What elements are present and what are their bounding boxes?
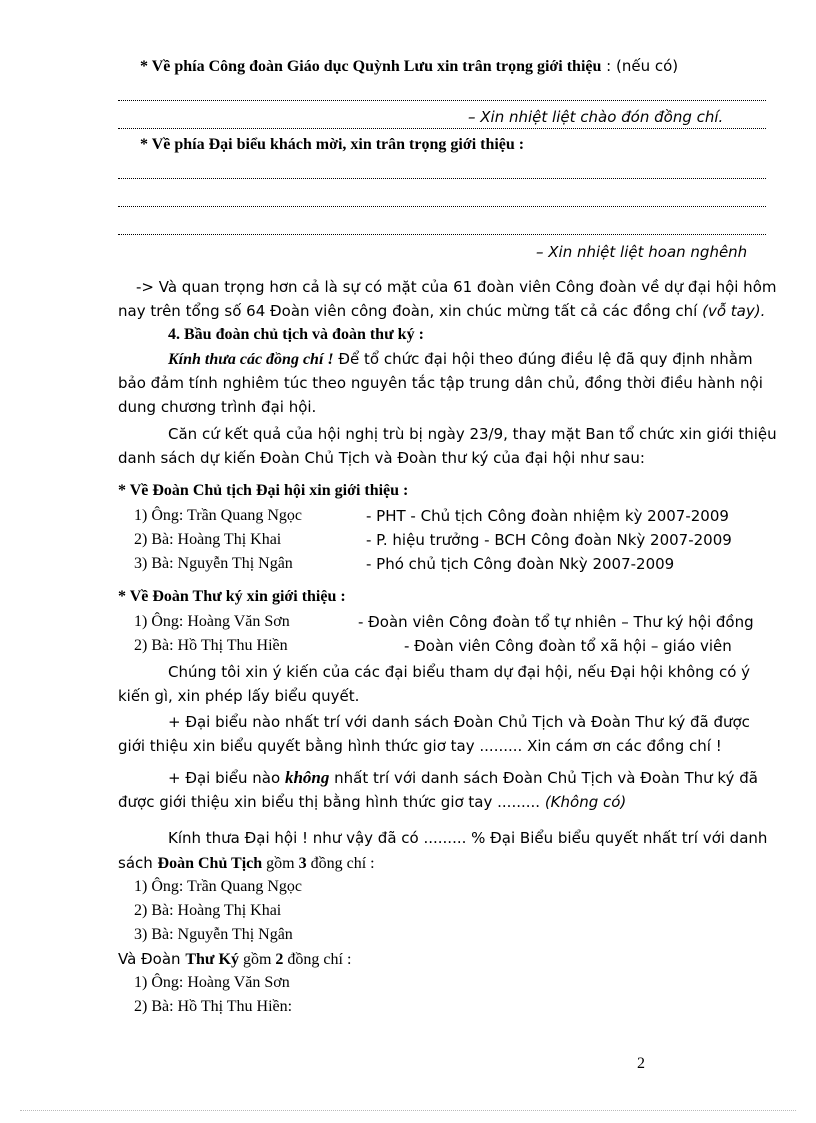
vote-p1-l2: kiến gì, xin phép lấy biểu quyết. xyxy=(118,687,360,705)
presidium-member-name: 1) Ông: Trần Quang Ngọc xyxy=(134,507,302,524)
presidium-member-role: - Phó chủ tịch Công đoàn Nkỳ 2007-2009 xyxy=(366,555,675,573)
result-presidium-member: 3) Bà: Nguyễn Thị Ngân xyxy=(134,926,293,943)
result-secretariat-member: 1) Ông: Hoàng Văn Sơn xyxy=(134,974,290,991)
intro-suffix: : (nếu có) xyxy=(601,57,679,75)
fill-line xyxy=(118,100,766,101)
fill-line xyxy=(118,206,766,207)
secretariat-member-name: 2) Bà: Hồ Thị Thu Hiền xyxy=(134,637,288,654)
vote-p3-l2-text: được giới thiệu xin biểu thị bằng hình thức giơ tay ......... xyxy=(118,793,545,811)
section-4-p1-l1 xyxy=(168,348,753,371)
result-secretariat-count: 2 xyxy=(275,951,284,968)
presidium-member-role: - PHT - Chủ tịch Công đoàn nhiệm kỳ 2007-2009 xyxy=(366,507,729,525)
result-secretariat-line xyxy=(118,948,351,971)
secretariat-heading: * Về Đoàn Thư ký xin giới thiệu : xyxy=(118,588,346,605)
result-secretariat-label: Thư Ký xyxy=(185,951,239,968)
section-4-heading: 4. Bầu đoàn chủ tịch và đoàn thư ký : xyxy=(168,326,424,343)
result-presidium-member: 2) Bà: Hoàng Thị Khai xyxy=(134,902,282,919)
none-note: (Không có) xyxy=(544,793,627,811)
result-l2 xyxy=(118,852,375,875)
result-sec-mid: gồm xyxy=(238,951,276,968)
presidium-member-role: - P. hiệu trưởng - BCH Công đoàn Nkỳ 2007-2009 xyxy=(366,531,732,549)
result-sec-pre: Và Đoàn xyxy=(118,950,186,968)
welcome-closing: – Xin nhiệt liệt chào đón đồng chí. xyxy=(468,108,724,126)
result-presidium-label: Đoàn Chủ Tịch xyxy=(157,855,263,872)
p1-rest: Để tổ chức đại hội theo đúng điều lệ đã quy định nhằm xyxy=(333,350,753,368)
fill-line xyxy=(118,234,766,235)
section-4-p1-l2: bảo đảm tính nghiêm túc theo nguyên tắc tập trung dân chủ, đồng thời điều hành nội xyxy=(118,374,763,392)
attendance-line-2 xyxy=(118,300,765,322)
acclaim-closing: – Xin nhiệt liệt hoan nghênh xyxy=(536,243,748,261)
secretariat-member-role: - Đoàn viên Công đoàn tổ xã hội – giáo viên xyxy=(404,637,732,655)
guest-intro-heading: * Về phía Đại biểu khách mời, xin trân trọng giới thiệu : xyxy=(140,136,525,153)
vote-p3-l1 xyxy=(168,767,758,789)
presidium-member-name: 3) Bà: Nguyễn Thị Ngân xyxy=(134,555,293,572)
result-l1: Kính thưa Đại hội ! như vậy đã có ......... % Đại Biểu biểu quyết nhất trí với danh xyxy=(168,829,768,847)
vote-p1-l1: Chúng tôi xin ý kiến của các đại biểu tham dự đại hội, nếu Đại hội không có ý xyxy=(168,663,751,681)
section-4-p1-l3: dung chương trình đại hội. xyxy=(118,398,317,416)
result-secretariat-member: 2) Bà: Hồ Thị Thu Hiền: xyxy=(134,998,293,1015)
section-4-p2-l1: Căn cứ kết quả của hội nghị trù bị ngày 23/9, thay mặt Ban tổ chức xin giới thiệu xyxy=(168,425,777,443)
result-presidium-count: 3 xyxy=(298,855,307,872)
vote-p3-l2 xyxy=(118,791,626,813)
salutation: Kính thưa các đồng chí ! xyxy=(168,351,334,368)
guest-intro-union-line xyxy=(140,55,678,78)
vote-p3-not: không xyxy=(284,768,330,787)
page-number: 2 xyxy=(637,1055,645,1072)
result-l2-mid: gồm xyxy=(262,855,299,872)
attendance-text: nay trên tổng số 64 Đoàn viên công đoàn, xin chúc mừng tất cả các đồng chí xyxy=(118,302,703,320)
presidium-heading: * Về Đoàn Chủ tịch Đại hội xin giới thiệu : xyxy=(118,482,409,499)
presidium-member-name: 2) Bà: Hoàng Thị Khai xyxy=(134,531,282,548)
secretariat-member-role: - Đoàn viên Công đoàn tổ tự nhiên – Thư ký hội đồng xyxy=(358,613,754,631)
result-presidium-member: 1) Ông: Trần Quang Ngọc xyxy=(134,878,302,895)
intro-bold: Công đoàn Giáo dục Quỳnh Lưu xin trân trọng giới thiệu xyxy=(208,58,602,75)
vote-p2-l2: giới thiệu xin biểu quyết bằng hình thức giơ tay ......... Xin cám ơn các đồng chí ! xyxy=(118,737,722,755)
result-sec-post: đồng chí : xyxy=(283,951,352,968)
result-l2-post: đồng chí : xyxy=(306,855,375,872)
footer-divider xyxy=(20,1110,796,1111)
section-4-p2-l2: danh sách dự kiến Đoàn Chủ Tịch và Đoàn thư ký của đại hội như sau: xyxy=(118,449,645,467)
fill-line xyxy=(118,128,766,129)
result-l2-pre: sách xyxy=(118,854,158,872)
applause-note: (vỗ tay). xyxy=(702,302,766,320)
secretariat-member-name: 1) Ông: Hoàng Văn Sơn xyxy=(134,613,290,630)
vote-p3-post: nhất trí với danh sách Đoàn Chủ Tịch và Đoàn Thư ký đã xyxy=(329,769,758,787)
vote-p2-l1: + Đại biểu nào nhất trí với danh sách Đoàn Chủ Tịch và Đoàn Thư ký đã được xyxy=(168,713,750,731)
intro-prefix: * Về phía xyxy=(140,58,209,75)
fill-line xyxy=(118,178,766,179)
attendance-line-1: -> Và quan trọng hơn cả là sự có mặt của 61 đoàn viên Công đoàn về dự đại hội hôm xyxy=(136,278,777,296)
vote-p3-pre: + Đại biểu nào xyxy=(168,769,285,787)
